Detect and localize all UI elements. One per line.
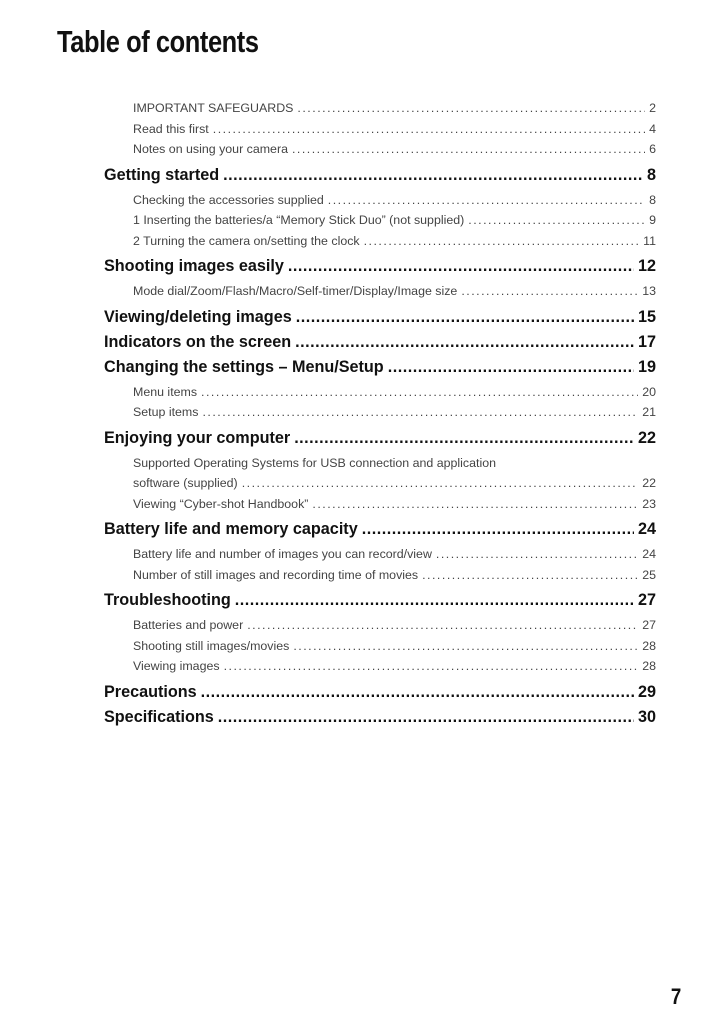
dot-leader <box>201 382 638 403</box>
toc-entry-label: Checking the accessories supplied <box>133 192 324 207</box>
toc-entry-page: 27 <box>642 618 656 632</box>
dot-leader <box>461 281 638 302</box>
toc-entry[interactable] <box>104 190 656 211</box>
toc-entry-page: 11 <box>643 233 656 248</box>
toc-entry-page: 13 <box>642 284 656 298</box>
toc-entry[interactable] <box>104 231 656 252</box>
dot-leader <box>312 494 638 515</box>
dot-leader <box>364 231 640 252</box>
toc-section-heading[interactable] <box>104 428 656 448</box>
toc-entry-label: Setup items <box>133 405 199 419</box>
dot-leader <box>388 357 634 377</box>
dot-leader <box>288 256 634 276</box>
toc-section-heading[interactable] <box>104 165 656 185</box>
toc-entry-label: software (supplied) <box>133 476 238 490</box>
toc-entry[interactable] <box>104 473 656 494</box>
toc-entry[interactable] <box>104 139 656 160</box>
toc-entry[interactable] <box>104 382 656 403</box>
toc-entry-page: 28 <box>642 638 656 653</box>
toc-entry-wrap-text: Supported Operating Systems for USB connection and application <box>133 455 496 470</box>
toc-section-heading-page: 12 <box>637 257 656 275</box>
dot-leader <box>218 707 634 727</box>
toc-entry-page: 8 <box>649 192 656 207</box>
toc-entry-page: 25 <box>642 567 656 582</box>
page-title: Table of contents <box>57 24 259 59</box>
toc-section-heading-label: Specifications <box>104 707 214 726</box>
toc-section-heading[interactable] <box>104 256 656 276</box>
dot-leader <box>328 190 645 211</box>
toc-entry[interactable] <box>104 119 656 140</box>
dot-leader <box>296 307 634 327</box>
toc-section-heading[interactable] <box>104 707 656 727</box>
toc-section-heading-page: 30 <box>637 707 656 726</box>
toc-entry-label: Battery life and number of images you can record/view <box>133 547 432 561</box>
table-of-contents <box>104 98 656 732</box>
toc-entry-page: 23 <box>642 496 656 511</box>
dot-leader <box>436 544 638 565</box>
dot-leader <box>202 402 638 423</box>
toc-section-heading[interactable] <box>104 682 656 702</box>
dot-leader <box>297 98 645 119</box>
toc-section-heading-page: 27 <box>637 591 656 609</box>
dot-leader <box>293 636 638 657</box>
dot-leader <box>468 210 645 231</box>
toc-entry-label: Notes on using your camera <box>133 142 288 156</box>
dot-leader <box>242 473 639 494</box>
toc-entry-page: 20 <box>642 384 656 399</box>
toc-section-heading[interactable] <box>104 519 656 539</box>
toc-section-heading-label: Indicators on the screen <box>104 332 292 351</box>
toc-section-heading[interactable] <box>104 357 656 377</box>
dot-leader <box>224 656 639 677</box>
toc-section-heading-label: Battery life and memory capacity <box>104 520 358 538</box>
toc-section-heading[interactable] <box>104 307 656 327</box>
toc-section-heading-label: Viewing/deleting images <box>104 307 292 326</box>
toc-entry[interactable] <box>104 544 656 565</box>
toc-section-heading-label: Enjoying your computer <box>104 428 291 447</box>
toc-entry-page: 2 <box>649 101 656 115</box>
toc-entry-label: Batteries and power <box>133 618 244 632</box>
toc-entry[interactable] <box>104 98 656 119</box>
toc-entry[interactable] <box>104 402 656 423</box>
toc-entry-label: Menu items <box>133 384 198 399</box>
toc-entry-page: 24 <box>642 547 656 561</box>
toc-section-heading[interactable] <box>104 590 656 610</box>
toc-entry-label: 2 Turning the camera on/setting the clock <box>133 233 360 248</box>
toc-entry[interactable] <box>104 565 656 586</box>
dot-leader <box>223 165 643 185</box>
toc-entry[interactable] <box>104 636 656 657</box>
toc-section-heading-page: 8 <box>646 165 656 184</box>
dot-leader <box>235 590 634 610</box>
toc-section-heading-label: Troubleshooting <box>104 591 231 609</box>
toc-section-heading-label: Precautions <box>104 682 197 701</box>
toc-entry-label: Shooting still images/movies <box>133 638 290 653</box>
dot-leader <box>362 519 634 539</box>
toc-section-heading-label: Getting started <box>104 165 220 184</box>
toc-section-heading-label: Shooting images easily <box>104 257 284 275</box>
toc-entry-page: 21 <box>642 405 656 419</box>
toc-entry-label: Viewing images <box>133 659 220 673</box>
toc-entry[interactable] <box>104 281 656 302</box>
dot-leader <box>422 565 638 586</box>
toc-section-heading-page: 19 <box>637 357 656 376</box>
dot-leader <box>213 119 645 140</box>
toc-entry-page: 6 <box>649 142 656 156</box>
toc-entry-page: 28 <box>642 659 656 673</box>
toc-entry-label: 1 Inserting the batteries/a “Memory Stick Duo” (not supplied) <box>133 213 465 227</box>
toc-section-heading[interactable] <box>104 332 656 352</box>
toc-entry-label: Viewing “Cyber-shot Handbook” <box>133 496 309 511</box>
toc-section-heading-page: 22 <box>637 428 656 447</box>
dot-leader <box>295 332 634 352</box>
dot-leader <box>292 139 645 160</box>
toc-entry[interactable] <box>104 494 656 515</box>
dot-leader <box>247 615 638 636</box>
toc-entry-label: Read this first <box>133 121 209 136</box>
toc-entry-page: 22 <box>642 476 656 490</box>
toc-entry-label: IMPORTANT SAFEGUARDS <box>133 101 294 115</box>
page-number: 7 <box>670 984 681 1009</box>
toc-section-heading-page: 15 <box>637 307 656 326</box>
toc-section-heading-page: 29 <box>637 682 656 701</box>
dot-leader <box>294 428 634 448</box>
toc-entry[interactable] <box>104 210 656 231</box>
toc-section-heading-page: 24 <box>637 520 656 538</box>
toc-entry-page: 4 <box>649 121 656 136</box>
toc-entry-label: Mode dial/Zoom/Flash/Macro/Self-timer/Display/Image size <box>133 284 458 298</box>
toc-entry[interactable] <box>104 656 656 677</box>
toc-entry[interactable] <box>104 615 656 636</box>
toc-section-heading-label: Changing the settings – Menu/Setup <box>104 357 384 376</box>
toc-section-heading-page: 17 <box>637 332 656 351</box>
toc-entry-page: 9 <box>649 213 656 227</box>
toc-entry-label: Number of still images and recording time of movies <box>133 567 419 582</box>
dot-leader <box>201 682 634 702</box>
